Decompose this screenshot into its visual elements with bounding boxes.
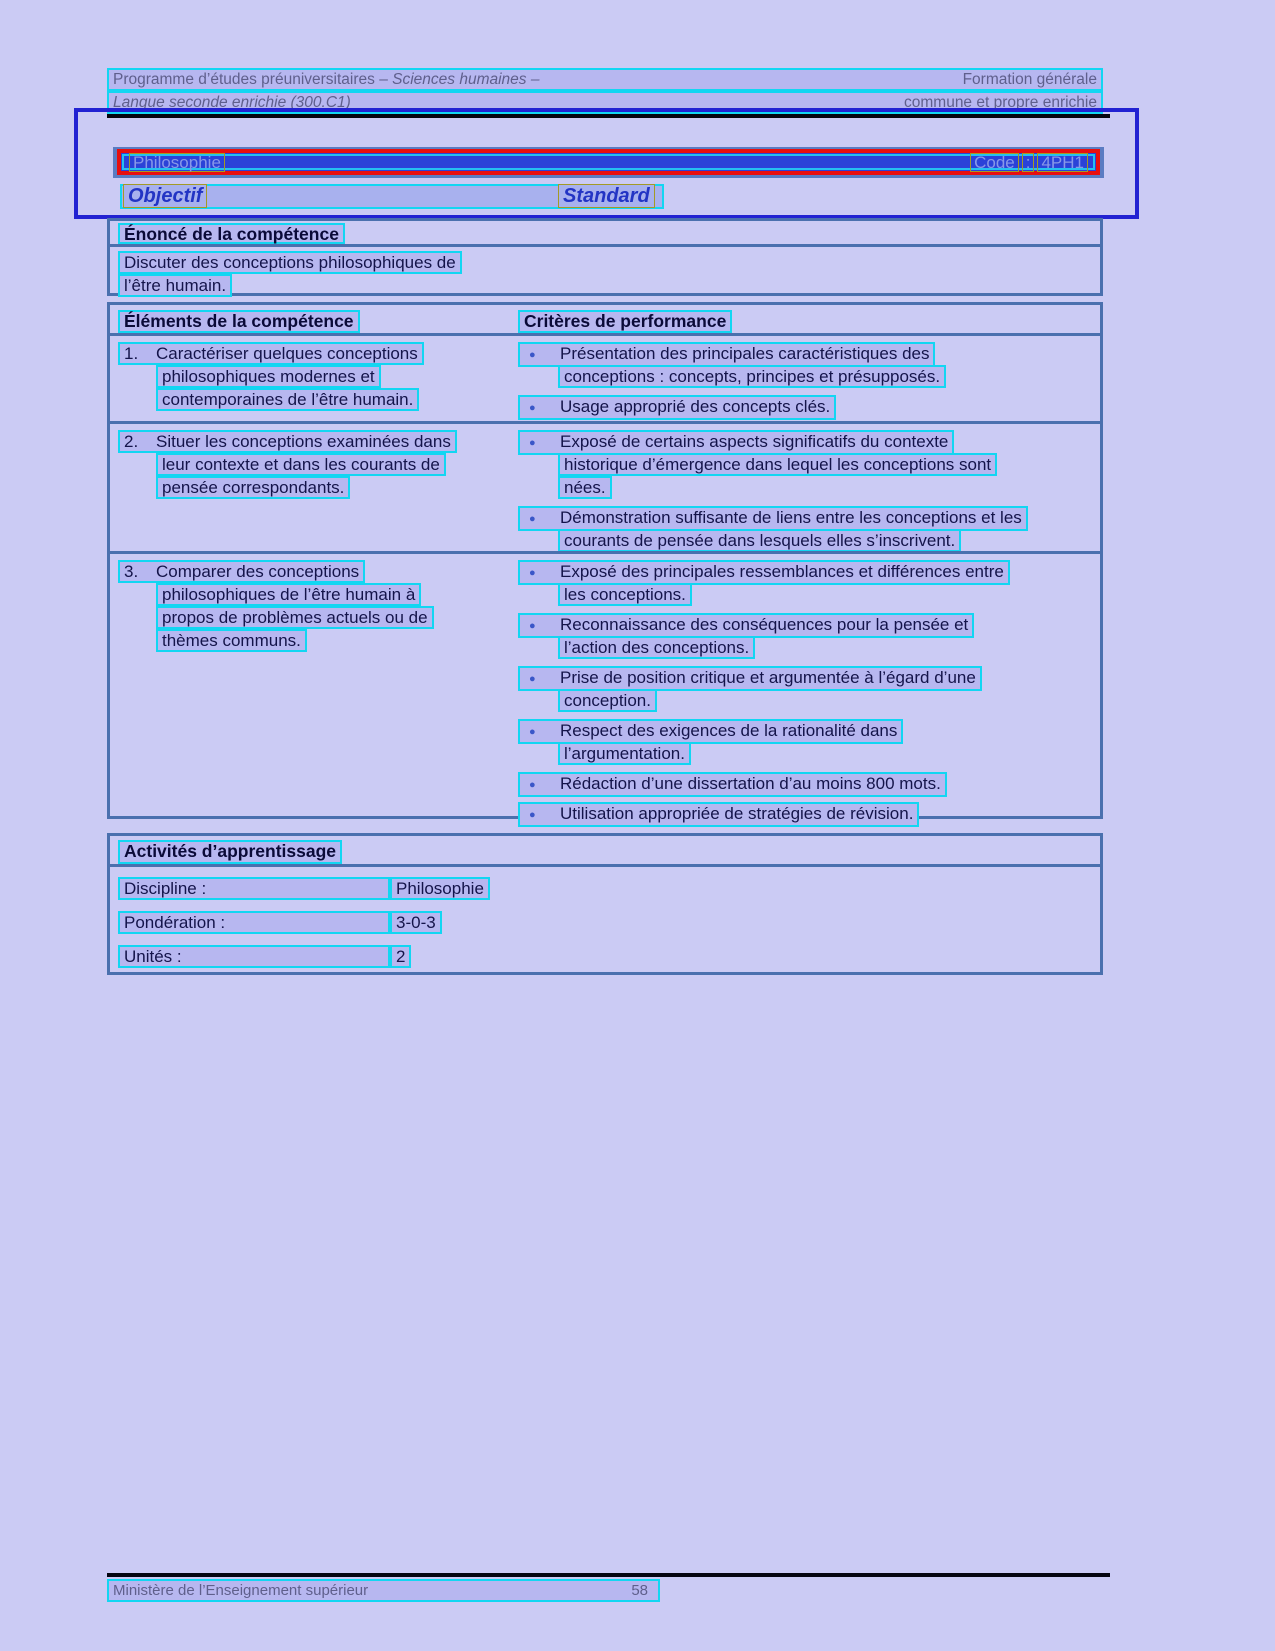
criterion-line-row	[518, 719, 1100, 742]
competence-table	[107, 302, 1103, 823]
code-label[interactable]: Code	[970, 153, 1019, 172]
criterion-line-row	[558, 529, 1100, 551]
element-line[interactable]: thèmes communs.	[156, 629, 307, 652]
element-line[interactable]: philosophiques modernes et	[156, 365, 381, 388]
page-header-line-1	[107, 68, 1103, 91]
footer-highlight[interactable]	[107, 1579, 660, 1602]
element-cell	[118, 430, 518, 551]
elements-header[interactable]: Éléments de la compétence	[118, 310, 360, 333]
criterion	[518, 666, 1100, 712]
criterion-line-row	[518, 560, 1100, 583]
criteres-header-cell	[518, 310, 1100, 333]
criterion-first-line[interactable]	[518, 666, 982, 691]
header-left-2: Langue seconde enrichie (300.C1)	[113, 94, 351, 111]
element-line[interactable]: pensée correspondants.	[156, 476, 350, 499]
element-line-row	[156, 606, 518, 629]
criterion-line[interactable]: nées.	[558, 476, 612, 499]
criterion-first-line[interactable]	[518, 802, 919, 827]
criterion-line[interactable]: les conceptions.	[558, 583, 692, 606]
footer	[107, 1579, 660, 1602]
enonce-line-row	[118, 274, 1100, 297]
element-cell	[118, 560, 518, 832]
objectif-standard-band[interactable]	[120, 184, 664, 209]
criterion-line-row	[558, 453, 1100, 476]
header-right-1: Formation générale	[962, 71, 1097, 88]
element-line-row	[118, 560, 518, 583]
bullet-icon: ●	[529, 349, 536, 361]
criterion-first-line[interactable]	[518, 613, 974, 638]
element-line-row	[156, 388, 518, 411]
element-number: 1.	[124, 344, 139, 363]
element-line-row	[156, 453, 518, 476]
criterion-line-row	[558, 365, 1100, 388]
competence-rows	[110, 336, 1100, 832]
competence-row	[110, 336, 1100, 421]
criterion-text: Reconnaissance des conséquences pour la pensée et	[560, 615, 969, 634]
banner-selected-outline[interactable]	[117, 149, 1100, 175]
criterion-text: Exposé de certains aspects significatifs du contexte	[560, 432, 949, 451]
activites-body	[110, 877, 1100, 969]
elements-header-cell	[118, 310, 518, 333]
standard-heading[interactable]: Standard	[558, 184, 655, 208]
activites-table	[107, 833, 1103, 975]
element-line[interactable]: philosophiques de l’être humain à	[156, 583, 421, 606]
criteria-cell	[518, 342, 1100, 421]
criterion	[518, 342, 1100, 388]
enonce-table	[107, 218, 1103, 296]
bullet-icon: ●	[529, 673, 536, 685]
criterion-text: Démonstration suffisante de liens entre les conceptions et les	[560, 508, 1022, 527]
element-number: 3.	[124, 562, 139, 581]
activites-header-row	[110, 836, 1100, 867]
competence-header-row	[110, 305, 1100, 336]
element-line-row	[156, 476, 518, 499]
element-number: 2.	[124, 432, 139, 451]
code-value[interactable]: 4PH1	[1037, 153, 1088, 172]
bullet-icon: ●	[529, 513, 536, 525]
criterion-line[interactable]: l’action des conceptions.	[558, 636, 755, 659]
activite-label[interactable]: Unités :	[118, 945, 390, 968]
objectif-heading[interactable]: Objectif	[123, 184, 207, 208]
activite-row	[118, 911, 1100, 935]
activite-row	[118, 945, 1100, 969]
bullet-icon: ●	[529, 779, 536, 791]
criteres-header[interactable]: Critères de performance	[518, 310, 732, 333]
code-separator[interactable]: :	[1022, 153, 1035, 172]
element-first-line[interactable]	[118, 342, 424, 365]
bullet-icon: ●	[529, 437, 536, 449]
enonce-line-row	[118, 251, 1100, 274]
criterion	[518, 772, 1100, 795]
activite-value[interactable]: Philosophie	[390, 877, 490, 900]
activite-label[interactable]: Discipline :	[118, 877, 390, 900]
enonce-header-row	[110, 221, 1100, 247]
criterion-first-line[interactable]	[518, 395, 836, 420]
bullet-icon: ●	[529, 620, 536, 632]
criterion	[518, 719, 1100, 765]
competence-row	[110, 551, 1100, 832]
criterion-line-row	[518, 666, 1100, 689]
criterion	[518, 506, 1100, 551]
element-line-row	[118, 342, 518, 365]
criterion-line-row	[518, 613, 1100, 636]
element-text: Comparer des conceptions	[156, 562, 360, 581]
bullet-icon: ●	[529, 726, 536, 738]
criterion	[518, 395, 1100, 418]
criterion-line-row	[518, 342, 1100, 365]
criterion-text: Présentation des principales caractéristiques des	[560, 344, 930, 363]
criterion-first-line[interactable]	[518, 719, 903, 744]
criterion-line-row	[518, 506, 1100, 529]
criterion-line-row	[518, 430, 1100, 453]
element-line[interactable]: leur contexte et dans les courants de	[156, 453, 446, 476]
criterion-line[interactable]: conception.	[558, 689, 657, 712]
course-code-group	[970, 153, 1088, 172]
criterion-line-row	[558, 636, 1100, 659]
element-line-row	[118, 430, 518, 453]
criterion-line[interactable]: historique d’émergence dans lequel les conceptions sont	[558, 453, 997, 476]
bullet-icon: ●	[529, 402, 536, 414]
activite-value[interactable]: 3-0-3	[390, 911, 442, 934]
header-left-1: Programme d’études préuniversitaires – Sciences humaines –	[113, 71, 540, 88]
criterion-first-line[interactable]	[518, 560, 1010, 585]
criteria-cell	[518, 560, 1100, 832]
element-line-row	[156, 629, 518, 652]
enonce-body	[110, 247, 1100, 297]
criterion-line-row	[558, 583, 1100, 606]
criterion	[518, 613, 1100, 659]
footer-page-number: 58	[631, 1582, 648, 1599]
activite-row	[118, 877, 1100, 901]
criterion-first-line[interactable]	[518, 430, 954, 455]
banner-highlight[interactable]	[122, 154, 1095, 170]
criterion	[518, 802, 1100, 825]
criterion-first-line[interactable]	[518, 342, 935, 367]
criterion-text: Exposé des principales ressemblances et différences entre	[560, 562, 1004, 581]
criterion-text: Utilisation appropriée de stratégies de révision.	[560, 804, 914, 823]
criterion-line-row	[558, 476, 1100, 499]
criterion-first-line[interactable]	[518, 506, 1028, 531]
criterion-line-row	[558, 742, 1100, 765]
footer-text: Ministère de l’Enseignement supérieur	[113, 1582, 369, 1599]
criterion-text: Usage approprié des concepts clés.	[560, 397, 831, 416]
activite-label[interactable]: Pondération :	[118, 911, 390, 934]
element-line-row	[156, 365, 518, 388]
element-text: Caractériser quelques conceptions	[156, 344, 418, 363]
element-line[interactable]: contemporaines de l’être humain.	[156, 388, 419, 411]
bullet-icon: ●	[529, 809, 536, 821]
criterion-line[interactable]: courants de pensée dans lesquels elles s’inscrivent.	[558, 529, 961, 551]
footer-rule	[107, 1573, 1110, 1577]
criteria-cell	[518, 430, 1100, 551]
element-text: Situer les conceptions examinées dans	[156, 432, 451, 451]
criterion-text: Prise de position critique et argumentée à l’égard d’une	[560, 668, 976, 687]
bullet-icon: ●	[529, 567, 536, 579]
criterion-line-row	[518, 802, 1100, 825]
criterion-text: Rédaction d’une dissertation d’au moins 800 mots.	[560, 774, 941, 793]
criterion-text: Respect des exigences de la rationalité dans	[560, 721, 898, 740]
criterion	[518, 560, 1100, 606]
activites-title[interactable]: Activités d’apprentissage	[118, 840, 342, 864]
element-cell	[118, 342, 518, 421]
element-first-line[interactable]	[118, 560, 365, 583]
criterion-line[interactable]: l’argumentation.	[558, 742, 691, 765]
enonce-title[interactable]: Énoncé de la compétence	[118, 223, 345, 244]
criterion-line[interactable]: conceptions : concepts, principes et présupposés.	[558, 365, 946, 388]
element-line[interactable]: propos de problèmes actuels ou de	[156, 606, 434, 629]
criterion	[518, 430, 1100, 499]
header-right-2: commune et propre enrichie	[904, 94, 1097, 111]
activite-value[interactable]: 2	[390, 945, 411, 968]
enonce-line[interactable]: Discuter des conceptions philosophiques de	[118, 251, 462, 274]
course-banner	[113, 147, 1104, 178]
criterion-line-row	[518, 772, 1100, 795]
enonce-line[interactable]: l’être humain.	[118, 274, 232, 297]
element-line-row	[156, 583, 518, 606]
competence-row	[110, 421, 1100, 551]
course-title[interactable]: Philosophie	[129, 153, 225, 172]
header-highlight[interactable]	[107, 68, 1103, 91]
criterion-first-line[interactable]	[518, 772, 947, 797]
criterion-line-row	[558, 689, 1100, 712]
element-first-line[interactable]	[118, 430, 457, 453]
criterion-line-row	[518, 395, 1100, 418]
